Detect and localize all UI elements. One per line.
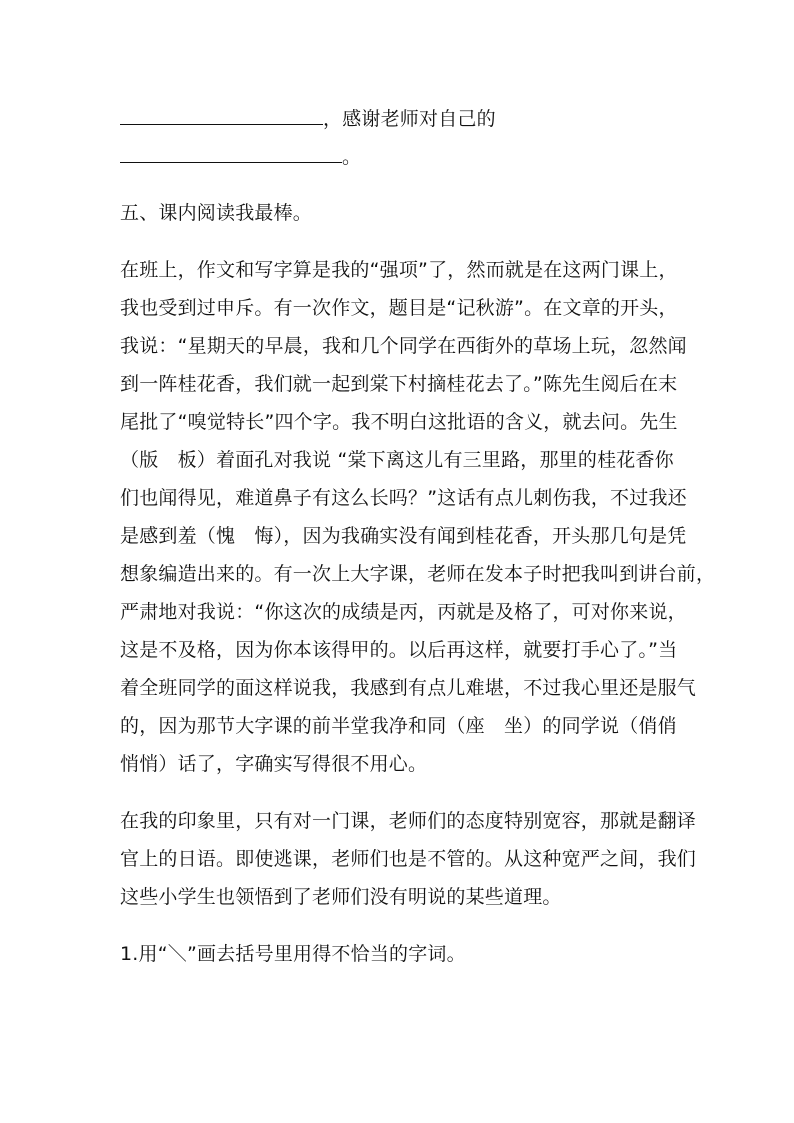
fill-line-1-text: ，感谢老师对自己的 <box>323 108 496 130</box>
answer-blank[interactable] <box>120 106 323 125</box>
paragraph-line: 想象编造出来的。有一次上大字课，老师在发本子时把我叫到讲台前， <box>120 563 716 585</box>
paragraph-line: 这些小学生也领悟到了老师们没有明说的某些道理。 <box>120 886 562 908</box>
paragraph-line: 着全班同学的面这样说我，我感到有点儿难堪，不过我心里还是服气 <box>120 677 697 699</box>
section-heading: 五、课内阅读我最棒。 <box>120 202 313 224</box>
paragraph-line: 在班上，作文和写字算是我的“强项”了，然而就是在这两门课上， <box>120 259 678 281</box>
fill-line-2-text: 。 <box>342 146 362 168</box>
paragraph-line: 这是不及格，因为你本该得甲的。以后再这样，就要打手心了。”当 <box>120 639 678 661</box>
paragraph-line: 我也受到过申斥。有一次作文，题目是“记秋游”。在文章的开头， <box>120 297 678 319</box>
paragraph-line: 是感到羞（愧 悔），因为我确实没有闻到桂花香，开头那几句是凭 <box>120 525 687 547</box>
paragraph-line: （版 板）着面孔对我说 “棠下离这儿有三里路，那里的桂花香你 <box>120 449 674 471</box>
paragraph-line: 我说：“星期天的早晨，我和几个同学在西街外的草场上玩，忽然闻 <box>120 335 687 357</box>
paragraph-line: 尾批了“嗅觉特长”四个字。我不明白这批语的含义，就去问。先生 <box>120 411 678 433</box>
question-1: 1.用“＼”画去括号里用得不恰当的字词。 <box>120 943 466 965</box>
paragraph-line: 的，因为那节大字课的前半堂我净和同（座 坐）的同学说（俏俏 <box>120 715 677 737</box>
paragraph-line: 严肃地对我说：“你这次的成绩是丙，丙就是及格了，可对你来说， <box>120 601 687 623</box>
paragraph-line: 们也闻得见，难道鼻子有这么长吗？”这话有点儿刺伤我，不过我还 <box>120 487 687 509</box>
paragraph-line: 官上的日语。即使逃课，老师们也是不管的。从这种宽严之间，我们 <box>120 848 697 870</box>
paragraph-line: 悄悄）话了，字确实写得很不用心。 <box>120 753 428 775</box>
fill-in-line-1 <box>120 106 496 131</box>
paragraph-line: 在我的印象里，只有对一门课，老师们的态度特别宽容，那就是翻译 <box>120 810 697 832</box>
answer-blank[interactable] <box>120 144 342 163</box>
paragraph-line: 到一阵桂花香，我们就一起到棠下村摘桂花去了。”陈先生阅后在末 <box>120 373 678 395</box>
fill-in-line-2 <box>120 144 361 169</box>
